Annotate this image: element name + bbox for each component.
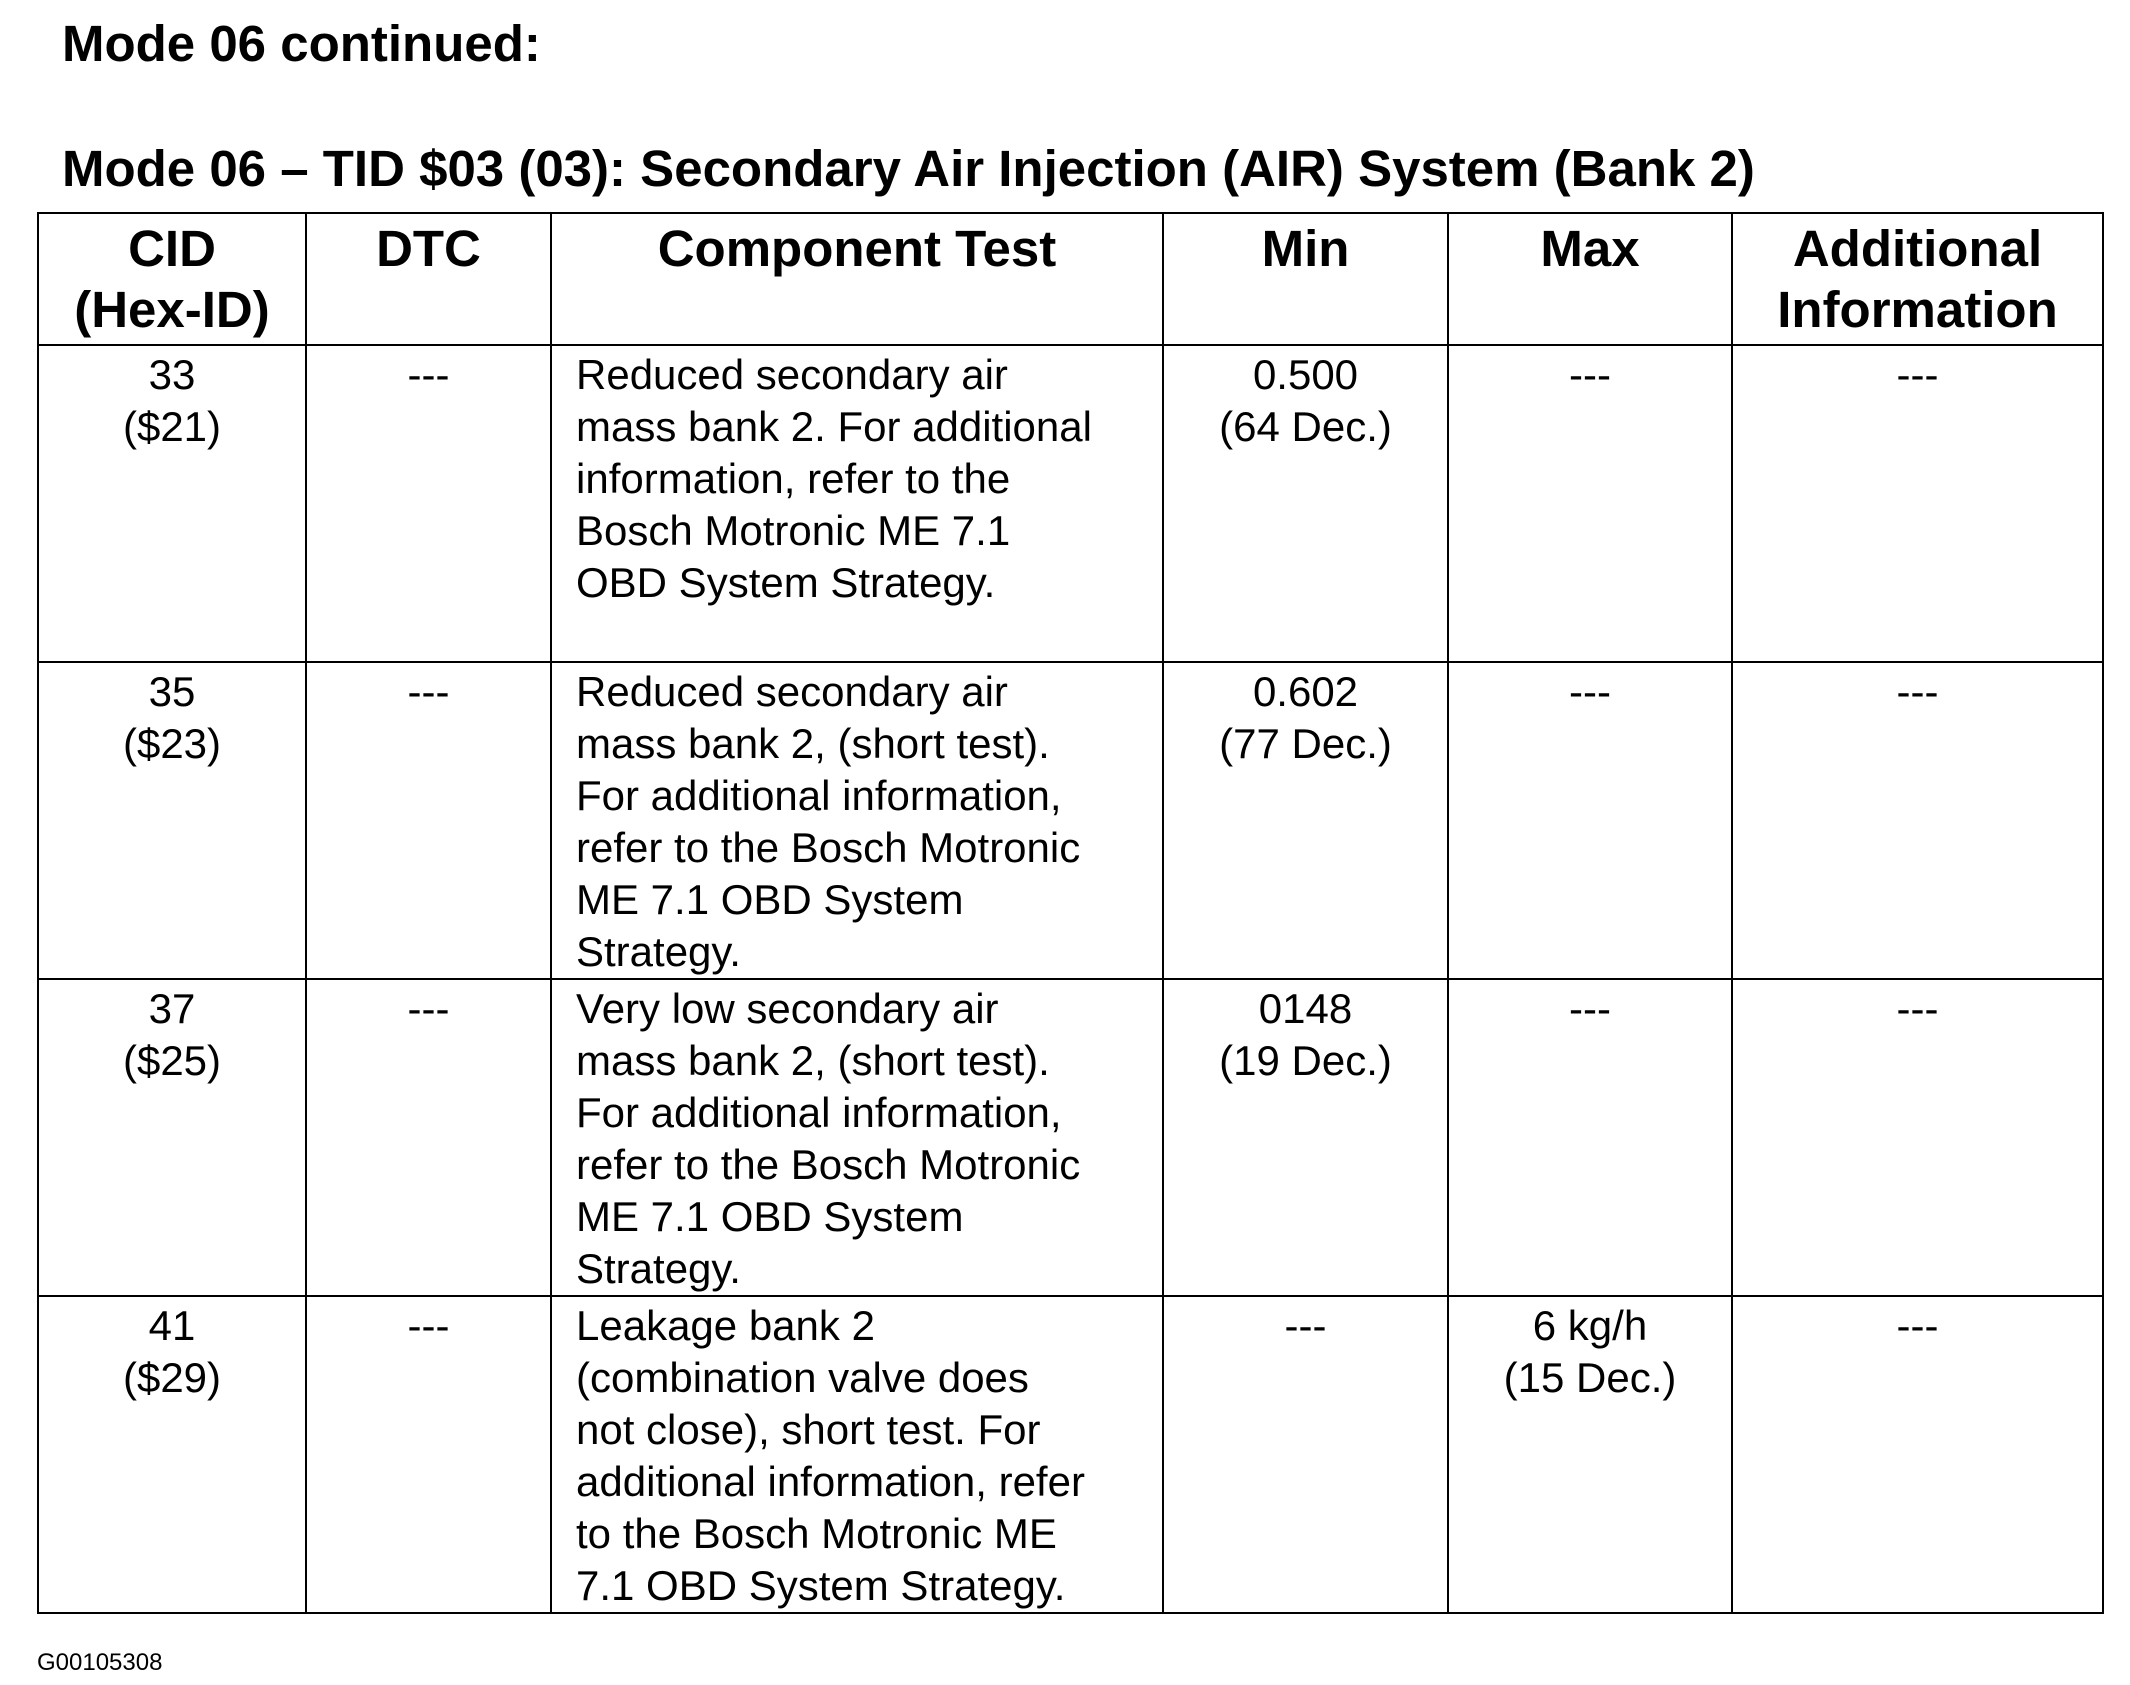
cell-line: --- — [1896, 351, 1939, 398]
cell-line: ($21) — [122, 403, 222, 450]
mode06-table — [37, 212, 2104, 1614]
cell-line: --- — [1569, 985, 1611, 1032]
cell-component-test — [551, 662, 1163, 979]
header-line: Information — [1777, 281, 2058, 338]
cell-line: Very low secondary air — [576, 985, 999, 1032]
cell-line: mass bank 2, (short test). — [576, 1037, 1050, 1084]
header-line: Component Test — [657, 220, 1057, 277]
cell-min — [1163, 662, 1448, 979]
cell-line: (combination valve does — [576, 1354, 1029, 1401]
cell-line: --- — [1896, 668, 1939, 715]
cell-line: ME 7.1 OBD System — [576, 1193, 964, 1240]
header-line: Max — [1540, 220, 1640, 277]
cell-line: mass bank 2. For additional — [576, 403, 1092, 450]
header-line: DTC — [376, 220, 481, 277]
cell-line: 37 — [148, 985, 196, 1032]
cell-line: --- — [407, 668, 450, 715]
cell-line: ($25) — [122, 1037, 222, 1084]
cell-line: 35 — [148, 668, 196, 715]
figure-id: G00105308 — [37, 1649, 163, 1676]
cell-min — [1163, 345, 1448, 662]
cell-cid — [38, 979, 306, 1296]
cell-max — [1448, 1296, 1732, 1613]
header-dtc — [306, 213, 551, 345]
cell-line: (64 Dec.) — [1219, 403, 1392, 450]
cell-component-test — [551, 345, 1163, 662]
cell-dtc — [306, 1296, 551, 1613]
table-row — [38, 1296, 2103, 1613]
cell-line: --- — [407, 1302, 450, 1349]
cell-line: --- — [407, 351, 450, 398]
cell-additional-information — [1732, 345, 2103, 662]
cell-dtc — [306, 979, 551, 1296]
table-header-row — [38, 213, 2103, 345]
cell-line: For additional information, — [576, 772, 1062, 819]
cell-line: Reduced secondary air — [576, 668, 1008, 715]
header-additional-information — [1732, 213, 2103, 345]
cell-line: 0.500 — [1252, 351, 1359, 398]
cell-line: additional information, refer — [576, 1458, 1085, 1505]
cell-line: (77 Dec.) — [1219, 720, 1392, 767]
cell-line: (19 Dec.) — [1219, 1037, 1392, 1084]
cell-dtc — [306, 662, 551, 979]
cell-line: OBD System Strategy. — [576, 559, 996, 606]
cell-additional-information — [1732, 1296, 2103, 1613]
cell-line: Reduced secondary air — [576, 351, 1008, 398]
cell-max — [1448, 662, 1732, 979]
cell-max — [1448, 979, 1732, 1296]
header-max — [1448, 213, 1732, 345]
table-row — [38, 662, 2103, 979]
cell-line: --- — [1284, 1302, 1327, 1349]
cell-min — [1163, 979, 1448, 1296]
cell-dtc — [306, 345, 551, 662]
cell-line: (15 Dec.) — [1503, 1354, 1677, 1401]
cell-line: Strategy. — [576, 928, 741, 975]
table-row — [38, 345, 2103, 662]
cell-line: --- — [1569, 668, 1611, 715]
table-row — [38, 979, 2103, 1296]
cell-line: 41 — [148, 1302, 196, 1349]
cell-line: refer to the Bosch Motronic — [576, 824, 1081, 871]
cell-line: Bosch Motronic ME 7.1 — [576, 507, 1011, 554]
cell-line: 0148 — [1258, 985, 1353, 1032]
header-min — [1163, 213, 1448, 345]
cell-line: refer to the Bosch Motronic — [576, 1141, 1081, 1188]
cell-cid — [38, 345, 306, 662]
cell-line: --- — [1569, 351, 1611, 398]
cell-line: information, refer to the — [576, 455, 1011, 502]
cell-line: ($29) — [122, 1354, 222, 1401]
cell-line: ME 7.1 OBD System — [576, 876, 964, 923]
cell-cid — [38, 1296, 306, 1613]
cell-line: --- — [407, 985, 450, 1032]
table-title: Mode 06 – TID $03 (03): Secondary Air Injection (AIR) System (Bank 2) — [62, 140, 1755, 197]
cell-line: --- — [1896, 1302, 1939, 1349]
cell-line: 33 — [148, 351, 196, 398]
cell-min — [1163, 1296, 1448, 1613]
header-component-test — [551, 213, 1163, 345]
cell-line: 0.602 — [1252, 668, 1359, 715]
header-line: CID — [128, 220, 216, 277]
cell-line: For additional information, — [576, 1089, 1062, 1136]
cell-additional-information — [1732, 662, 2103, 979]
cell-cid — [38, 662, 306, 979]
cell-line: Strategy. — [576, 1245, 741, 1292]
cell-component-test — [551, 979, 1163, 1296]
cell-line: not close), short test. For — [576, 1406, 1041, 1453]
cell-line: 7.1 OBD System Strategy. — [576, 1562, 1066, 1609]
header-line: Min — [1261, 220, 1350, 277]
page-heading: Mode 06 continued: — [62, 15, 541, 72]
cell-line: ($23) — [122, 720, 222, 767]
header-line: Additional — [1792, 220, 2043, 277]
cell-line: 6 kg/h — [1532, 1302, 1648, 1349]
header-line: (Hex-ID) — [74, 281, 270, 338]
cell-max — [1448, 345, 1732, 662]
header-cid — [38, 213, 306, 345]
cell-line: Leakage bank 2 — [576, 1302, 875, 1349]
cell-line: to the Bosch Motronic ME — [576, 1510, 1057, 1557]
cell-line: mass bank 2, (short test). — [576, 720, 1050, 767]
cell-component-test — [551, 1296, 1163, 1613]
cell-line: --- — [1896, 985, 1939, 1032]
cell-additional-information — [1732, 979, 2103, 1296]
